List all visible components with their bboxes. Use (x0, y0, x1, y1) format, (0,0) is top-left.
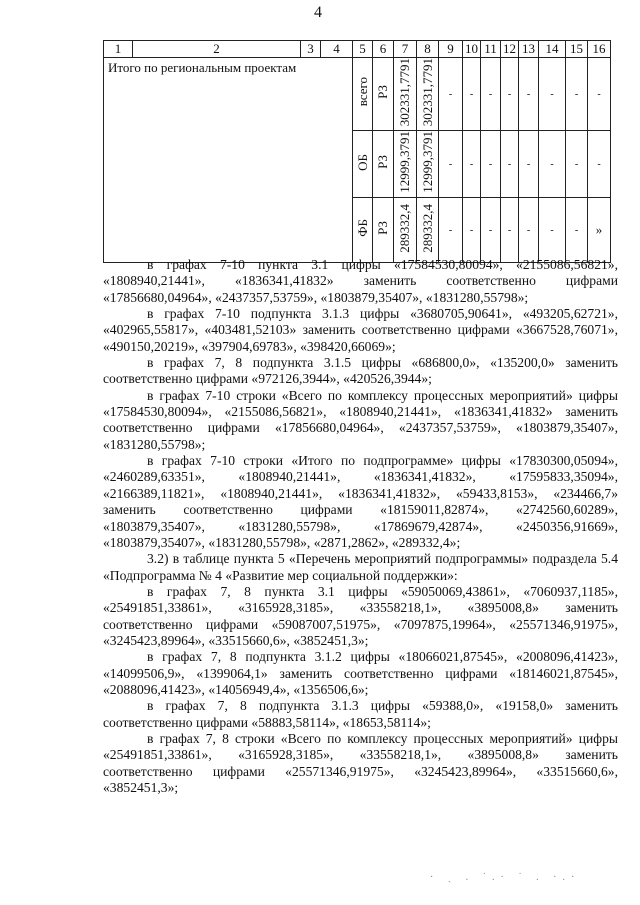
value-cell: - (566, 58, 588, 131)
value-cell: - (539, 131, 566, 198)
column-header: 11 (481, 41, 501, 58)
paragraph: в графах 7-10 строки «Всего по комплексу процессных мероприятий» цифры «17584530,80094», «2155086,56821», «1808940,21441», «1836341,41832» заменить соответственно цифрами «17856680,04964», «2437357,53759», «1803879,35407», «1831280,55798»; (103, 387, 618, 452)
value-cell: - (501, 198, 519, 263)
column-header: 7 (394, 41, 417, 58)
paragraph: в графах 7, 8 подпункта 3.1.3 цифры «59388,0», «19158,0» заменить соответственно цифрами «58883,58114», «18653,58114»; (103, 698, 618, 730)
value-cell: - (501, 131, 519, 198)
source-cell: ФБ (354, 219, 370, 237)
value-cell: - (588, 58, 611, 131)
amendment-text (103, 257, 618, 796)
table-row (104, 58, 611, 131)
column-header: 5 (353, 41, 373, 58)
value-cell: - (519, 131, 539, 198)
value-cell: - (566, 131, 588, 198)
paragraph: в графах 7, 8 строки «Всего по комплексу процессных мероприятий» цифры «25491851,33861», «3165928,3185», «33558218,1», «3895008,8» заменить соответственно цифрами «25571346,91975», «3245423,89964», «33515660,6», «3852451,3»; (103, 730, 618, 795)
column-header: 2 (133, 41, 301, 58)
column-header: 12 (501, 41, 519, 58)
value-cell: - (439, 131, 463, 198)
column-header: 8 (417, 41, 439, 58)
code-cell: РЗ (375, 155, 390, 170)
value-cell: - (439, 58, 463, 131)
code-cell: РЗ (375, 221, 390, 235)
value-cell: - (439, 198, 463, 263)
value-cell: 289332,4 (419, 203, 435, 253)
column-header: 4 (321, 41, 353, 58)
column-header: 10 (463, 41, 481, 58)
value-cell: 289332,4 (397, 203, 412, 253)
column-header: 13 (519, 41, 539, 58)
value-cell: - (481, 198, 501, 263)
value-cell: - (519, 198, 539, 263)
paragraph: 3.2) в таблице пункта 5 «Перечень мероприятий подпрограммы» подраздела 5.4 «Подпрограмма № 4 «Развитие мер социальной поддержки»: (103, 551, 618, 583)
value-cell: 302331,7791 (397, 58, 412, 127)
paragraph: в графах 7, 8 пункта 3.1 цифры «59050069,43861», «7060937,1185», «25491851,33861», «3165928,3185», «33558218,1», «3895008,8» заменить соответственно цифрами «59087007,51975», «7097875,19964», «25571346,91975», «3245423,89964», «33515660,6», «3852451,3»; (103, 583, 618, 648)
value-cell: - (463, 58, 481, 131)
value-cell: 12999,3791 (419, 131, 435, 193)
code-cell: РЗ (375, 85, 390, 100)
value-cell: - (566, 198, 588, 263)
column-header: 1 (104, 41, 133, 58)
value-cell: - (463, 131, 481, 198)
source-cell: всего (354, 77, 370, 107)
source-cell: ОБ (354, 153, 370, 171)
column-header: 15 (566, 41, 588, 58)
row-label: Итого по региональным проектам (104, 58, 353, 263)
value-cell: 12999,3791 (397, 131, 412, 193)
value-cell: 302331,7791 (419, 58, 435, 127)
paragraph: в графах 7-10 пункта 3.1 цифры «17584530,80094», «2155086,56821», «1808940,21441», «1836341,41832» заменить соответственно цифрами «17856680,04964», «2437357,53759», «1803879,35407», «1831280,55798»; (103, 257, 618, 305)
column-header: 6 (373, 41, 394, 58)
table-header-row (104, 41, 611, 58)
value-cell: - (481, 58, 501, 131)
column-header: 14 (539, 41, 566, 58)
column-header: 9 (439, 41, 463, 58)
column-header: 16 (588, 41, 611, 58)
value-cell: » (588, 198, 611, 263)
budget-table (103, 40, 611, 263)
paragraph: в графах 7-10 подпункта 3.1.3 цифры «3680705,90641», «493205,62721», «402965,55817», «403481,52103» заменить соответственно цифрами «3667528,76071», «490150,20219», «397904,69783», «398420,66069»; (103, 306, 618, 354)
column-header: 3 (301, 41, 321, 58)
value-cell: - (539, 58, 566, 131)
page-number: 4 (314, 4, 322, 21)
value-cell: - (501, 58, 519, 131)
value-cell: - (588, 131, 611, 198)
value-cell: - (463, 198, 481, 263)
value-cell: - (519, 58, 539, 131)
paragraph: в графах 7, 8 подпункта 3.1.2 цифры «18066021,87545», «2008096,41423», «14099506,9», «1399064,1» заменить соответственно цифрами «18146021,87545», «2088096,41423», «14056949,4», «1356506,6»; (103, 649, 618, 697)
value-cell: - (539, 198, 566, 263)
scan-noise: · ˎ . ˙.· ˙ . ·.· (430, 872, 581, 883)
paragraph: в графах 7, 8 подпункта 3.1.5 цифры «686800,0», «135200,0» заменить соответственно цифрами «972126,3944», «420526,3944»; (103, 355, 618, 387)
paragraph: в графах 7-10 строки «Итого по подпрограмме» цифры «17830300,05094», «2460289,63351», «1808940,21441», «1836341,41832», «17595833,35094», «2166389,11821», «1808940,21441», «1836341,41832», «59433,8153», «234466,7» заменить соответственно цифрами «18159011,82874», «2742560,60289», «1803879,35407», «1831280,55798», «17869679,42874», «2450356,91669», «1803879,35407», «1831280,55798», «2871,2862», «289332,4»; (103, 453, 618, 550)
value-cell: - (481, 131, 501, 198)
